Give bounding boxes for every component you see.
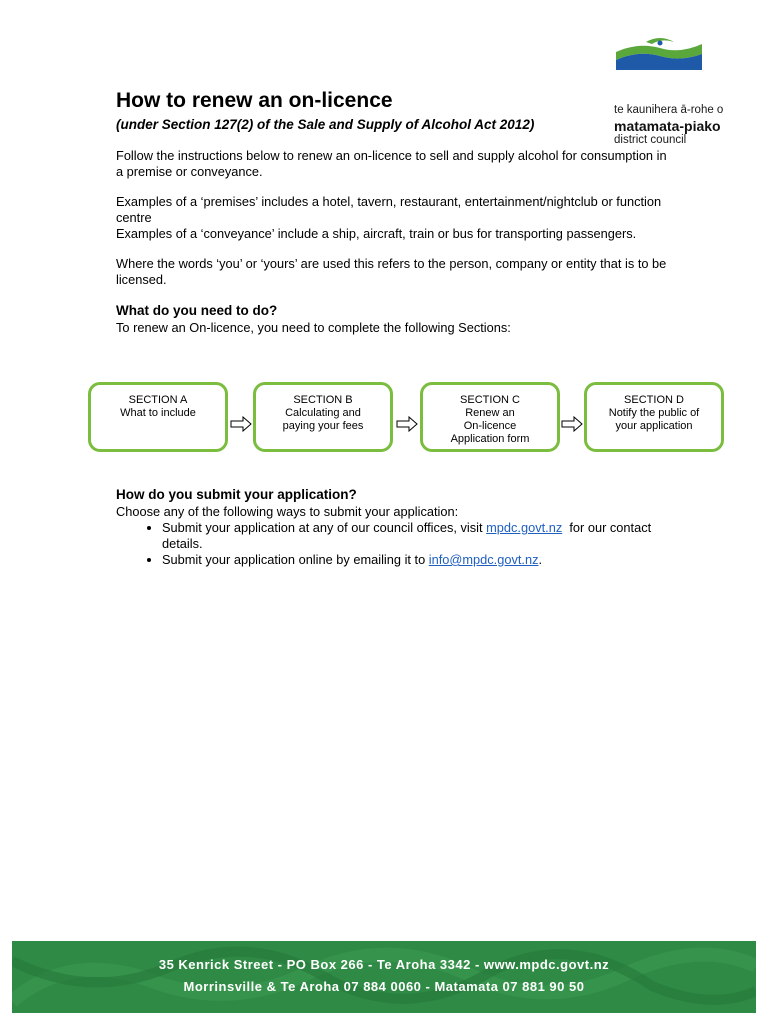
section-a-line1: What to include <box>120 407 196 419</box>
footer-address: 35 Kenrick Street - PO Box 266 - Te Aroha 3342 - www.mpdc.govt.nz <box>158 957 610 972</box>
bullet1-text: Submit your application at any of our council offices, visit <box>162 520 487 535</box>
logo-line1: te kaunihera ā-rohe o <box>614 104 724 116</box>
where-words-paragraph: Where the words ‘you’ or ‘yours’ are used this refers to the person, company or entity that is to be licensed. <box>116 256 667 287</box>
section-c-title: SECTION C <box>460 394 520 406</box>
bullet2-after: . <box>538 552 543 567</box>
footer-phones: Morrinsville & Te Aroha 07 884 0060 - Matamata 07 881 90 50 <box>183 979 585 994</box>
section-a-box <box>88 382 228 452</box>
intro-paragraph: Follow the instructions below to renew an on-licence to sell and supply alcohol for consumption in a premise or conveyance. <box>116 148 667 179</box>
section-b-title: SECTION B <box>293 394 353 406</box>
section-c-line2: On-licence <box>463 420 517 432</box>
submit-section <box>116 486 676 568</box>
section-d-line2: your application <box>615 420 693 432</box>
list-item <box>162 552 676 568</box>
footer-banner <box>12 941 756 1013</box>
section-d-box <box>584 382 724 452</box>
logo-line3: district council <box>614 134 687 146</box>
mpdc-website-link[interactable]: mpdc.govt.nz <box>486 520 563 535</box>
submit-heading: How do you submit your application? <box>116 487 357 502</box>
section-a-title: SECTION A <box>128 394 188 406</box>
logo-line2: matamata-piako <box>614 118 721 134</box>
page-title: How to renew an on-licence <box>116 89 393 112</box>
email-link[interactable]: info@mpdc.govt.nz <box>428 552 539 567</box>
sections-flow <box>88 382 722 458</box>
page-subtitle: (under Section 127(2) of the Sale and Supply of Alcohol Act 2012) <box>116 117 535 132</box>
what-text: To renew an On-licence, you need to complete the following Sections: <box>116 320 511 335</box>
section-b-box <box>253 382 393 452</box>
bullet2-text: Submit your application online by emailing it to <box>162 552 429 567</box>
section-c-box <box>420 382 560 452</box>
section-c-line3: Application form <box>450 433 530 445</box>
what-heading: What do you need to do? <box>116 303 278 318</box>
examples-premises: Examples of a ‘premises’ includes a hotel, tavern, restaurant, entertainment/nightclub or function centre <box>116 194 662 225</box>
arrow-right-icon <box>396 416 418 432</box>
section-b-line2: paying your fees <box>282 420 364 432</box>
examples-block <box>116 194 676 242</box>
submit-text: Choose any of the following ways to submit your application: <box>116 504 459 519</box>
arrow-right-icon <box>230 416 252 432</box>
section-c-line1: Renew an <box>465 407 515 419</box>
section-d-line1: Notify the public of <box>608 407 700 419</box>
arrow-right-icon <box>561 416 583 432</box>
section-b-line1: Calculating and <box>285 407 361 419</box>
bullet1-after: for our contact details. <box>162 520 655 551</box>
section-d-title: SECTION D <box>624 394 684 406</box>
examples-conveyance: Examples of a ‘conveyance’ include a ship, aircraft, train or bus for transporting passengers. <box>116 226 637 241</box>
council-logo-mark <box>616 34 702 70</box>
main-content <box>116 88 676 336</box>
submit-list <box>116 520 676 568</box>
list-item <box>162 520 676 552</box>
footer-pattern <box>12 941 756 1013</box>
